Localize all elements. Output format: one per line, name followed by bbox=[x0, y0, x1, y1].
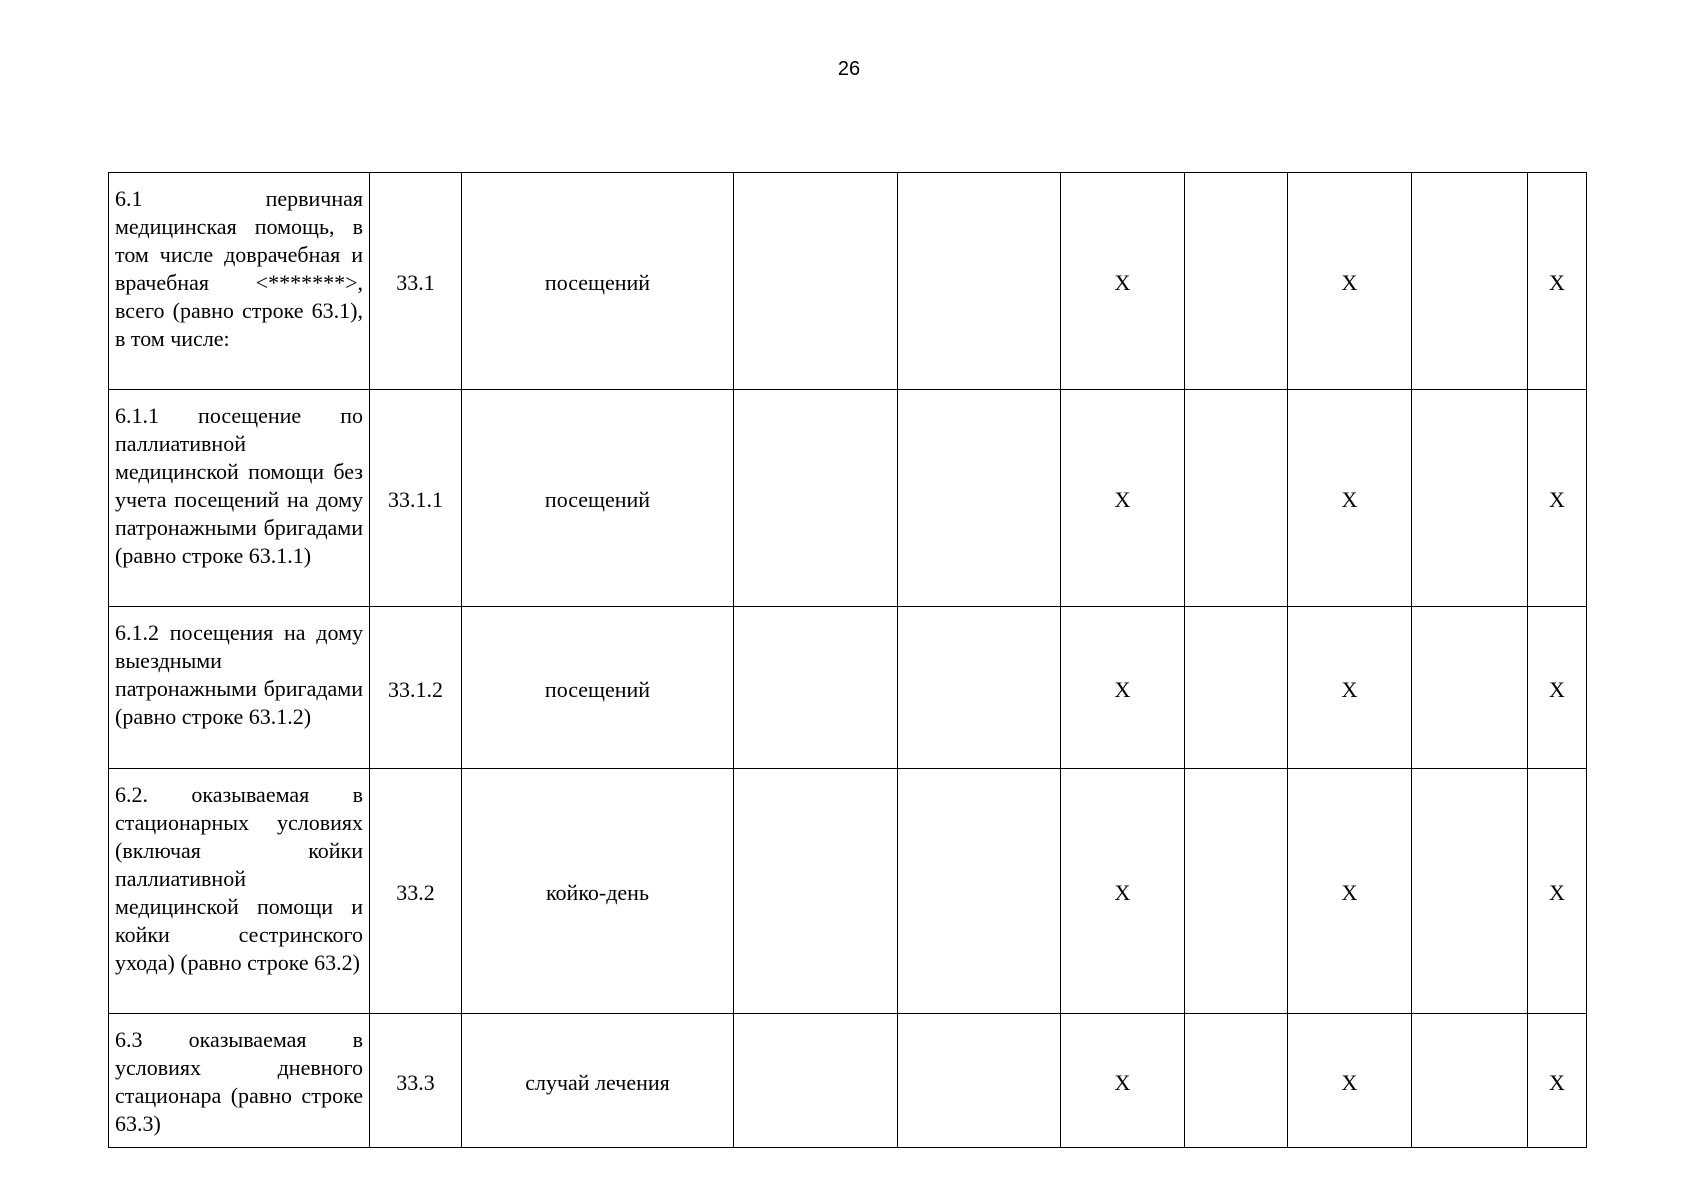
row-name-cell: 6.1.1 посещение по паллиативной медицинской помощи без учета посещений на дому патронажными бригадами (равно строке 63.1.1) bbox=[109, 390, 370, 607]
table-row bbox=[109, 607, 1587, 769]
value-cell bbox=[734, 769, 898, 1014]
value-cell bbox=[1412, 769, 1528, 1014]
value-cell bbox=[898, 390, 1061, 607]
value-cell: X bbox=[1528, 769, 1587, 1014]
value-cell: X bbox=[1528, 1014, 1587, 1148]
value-cell bbox=[1185, 769, 1288, 1014]
line-number-cell: 33.1 bbox=[370, 173, 462, 390]
row-name-cell: 6.1 первичная медицинская помощь, в том числе доврачебная и врачебная <*******>, всего (равно строке 63.1), в том числе: bbox=[109, 173, 370, 390]
value-cell: X bbox=[1061, 173, 1185, 390]
value-cell bbox=[1412, 173, 1528, 390]
value-cell bbox=[1185, 607, 1288, 769]
value-cell bbox=[1185, 173, 1288, 390]
value-cell bbox=[898, 769, 1061, 1014]
value-cell: X bbox=[1288, 607, 1412, 769]
value-cell: X bbox=[1288, 1014, 1412, 1148]
value-cell bbox=[1412, 607, 1528, 769]
value-cell bbox=[734, 607, 898, 769]
value-cell: X bbox=[1061, 1014, 1185, 1148]
row-name-cell: 6.1.2 посещения на дому выездными патронажными бригадами (равно строке 63.1.2) bbox=[109, 607, 370, 769]
line-number-cell: 33.1.1 bbox=[370, 390, 462, 607]
value-cell: X bbox=[1061, 607, 1185, 769]
value-cell: X bbox=[1528, 390, 1587, 607]
value-cell: X bbox=[1288, 769, 1412, 1014]
value-cell bbox=[898, 173, 1061, 390]
value-cell: X bbox=[1528, 607, 1587, 769]
table-row bbox=[109, 769, 1587, 1014]
table-row bbox=[109, 1014, 1587, 1148]
value-cell bbox=[898, 1014, 1061, 1148]
row-name-cell: 6.3 оказываемая в условиях дневного стационара (равно строке 63.3) bbox=[109, 1014, 370, 1148]
value-cell bbox=[1185, 1014, 1288, 1148]
value-cell: X bbox=[1061, 390, 1185, 607]
line-number-cell: 33.2 bbox=[370, 769, 462, 1014]
value-cell bbox=[734, 1014, 898, 1148]
line-number-cell: 33.3 bbox=[370, 1014, 462, 1148]
value-cell bbox=[734, 173, 898, 390]
row-name-cell: 6.2. оказываемая в стационарных условиях (включая койки паллиативной медицинской помощи и койки сестринского ухода) (равно строке 63.2) bbox=[109, 769, 370, 1014]
page-number: 26 bbox=[837, 58, 861, 80]
value-cell bbox=[1412, 390, 1528, 607]
value-cell: X bbox=[1061, 769, 1185, 1014]
table-row bbox=[109, 173, 1587, 390]
value-cell bbox=[734, 390, 898, 607]
table-row bbox=[109, 390, 1587, 607]
value-cell bbox=[898, 607, 1061, 769]
value-cell bbox=[1185, 390, 1288, 607]
data-table bbox=[108, 172, 1587, 1148]
value-cell: X bbox=[1288, 390, 1412, 607]
unit-cell: случай лечения bbox=[462, 1014, 734, 1148]
unit-cell: койко-день bbox=[462, 769, 734, 1014]
value-cell: X bbox=[1288, 173, 1412, 390]
value-cell bbox=[1412, 1014, 1528, 1148]
unit-cell: посещений bbox=[462, 390, 734, 607]
line-number-cell: 33.1.2 bbox=[370, 607, 462, 769]
unit-cell: посещений bbox=[462, 607, 734, 769]
value-cell: X bbox=[1528, 173, 1587, 390]
unit-cell: посещений bbox=[462, 173, 734, 390]
